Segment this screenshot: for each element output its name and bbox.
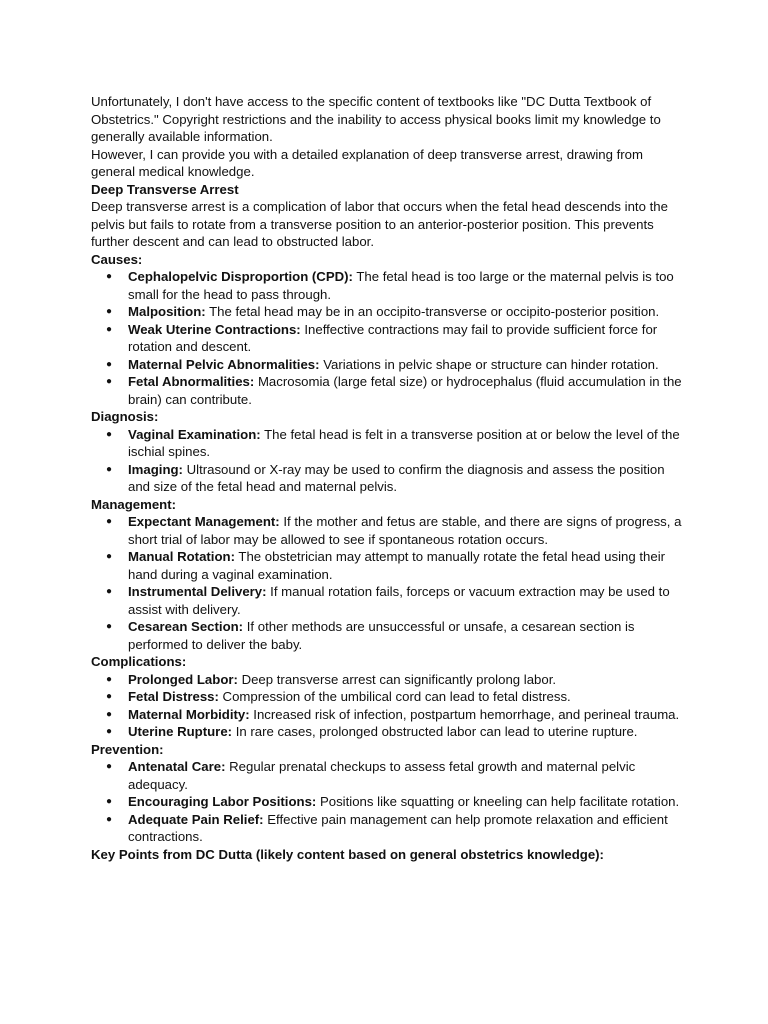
list-item-term: Vaginal Examination:	[128, 426, 261, 442]
bullet-list	[91, 426, 683, 496]
list-item-text: In rare cases, prolonged obstructed labor can lead to uterine rupture.	[232, 724, 638, 739]
bullet-icon: ●	[106, 271, 113, 282]
bullet-icon: ●	[106, 516, 113, 527]
list-item	[91, 811, 683, 846]
list-item-term: Imaging:	[128, 461, 183, 477]
list-item-text: Ineffective contractions may fail to provide sufficient force for rotation and descent.	[128, 321, 658, 354]
list-item-text: Deep transverse arrest can significantly prolong labor.	[237, 671, 557, 687]
list-item	[91, 461, 683, 496]
key-points-heading: Key Points from DC Dutta (likely content based on general obstetrics knowledge):	[91, 846, 604, 862]
list-item	[91, 373, 683, 408]
list-item	[91, 618, 683, 653]
list-item-text: If the mother and fetus are stable, and there are signs of progress, a short trial of labor may be allowed to see if spontaneous rotation occurs.	[128, 514, 682, 547]
list-item	[91, 548, 683, 583]
bullet-icon: ●	[106, 463, 113, 475]
list-item-term: Malposition:	[128, 304, 206, 319]
list-item	[91, 268, 683, 303]
document-page	[91, 93, 683, 863]
list-item	[91, 356, 683, 374]
bullet-icon: ●	[106, 796, 113, 807]
bullet-icon: ●	[106, 761, 113, 772]
bullet-icon: ●	[106, 323, 113, 335]
list-item-term: Maternal Pelvic Abnormalities:	[128, 356, 320, 372]
intro-paragraph-1: Unfortunately, I don't have access to the specific content of textbooks like "DC Dutta Textbook of Obstetrics." Copyright restrictions and the inability to access physical books limit my knowledge to generally available information.	[91, 94, 661, 144]
bullet-list	[91, 513, 683, 653]
bullet-icon: ●	[106, 306, 113, 317]
bullet-icon: ●	[106, 586, 113, 597]
section-heading: Diagnosis:	[91, 409, 159, 424]
bullet-list	[91, 671, 683, 741]
bullet-icon: ●	[106, 813, 113, 825]
list-item-text: Macrosomia (large fetal size) or hydrocephalus (fluid accumulation in the brain) can contribute.	[128, 374, 682, 407]
list-item-term: Maternal Morbidity:	[128, 706, 250, 722]
list-item-term: Fetal Abnormalities:	[128, 374, 255, 389]
bullet-icon: ●	[106, 673, 113, 685]
list-item	[91, 426, 683, 461]
section-heading: Prevention:	[91, 741, 164, 757]
list-item-text: The fetal head may be in an occipito-transverse or occipito-posterior position.	[205, 304, 660, 319]
list-item-term: Instrumental Delivery:	[128, 584, 267, 599]
list-item	[91, 303, 683, 321]
list-item-term: Adequate Pain Relief:	[128, 811, 264, 827]
list-item-term: Manual Rotation:	[128, 549, 235, 564]
list-item-term: Cephalopelvic Disproportion (CPD):	[128, 269, 353, 284]
list-item	[91, 688, 683, 706]
list-item-text: If manual rotation fails, forceps or vacuum extraction may be used to assist with delivery.	[128, 584, 670, 617]
section-heading: Causes:	[91, 251, 143, 267]
list-item-term: Weak Uterine Contractions:	[128, 321, 301, 337]
bullet-icon: ●	[106, 726, 113, 737]
list-item-text: Regular prenatal checkups to assess fetal growth and maternal pelvic adequacy.	[128, 759, 636, 792]
list-item-term: Fetal Distress:	[128, 689, 219, 704]
bullet-list	[91, 268, 683, 408]
bullet-icon: ●	[106, 691, 113, 702]
list-item-term: Cesarean Section:	[128, 619, 244, 634]
list-item-term: Antenatal Care:	[128, 759, 226, 774]
bullet-icon: ●	[106, 551, 113, 562]
list-item-text: Variations in pelvic shape or structure can hinder rotation.	[319, 356, 659, 372]
section-heading: Complications:	[91, 654, 187, 669]
list-item	[91, 723, 683, 741]
list-item	[91, 758, 683, 793]
section-heading: Management:	[91, 496, 176, 512]
list-item-text: If other methods are unsuccessful or unsafe, a cesarean section is performed to deliver the baby.	[128, 619, 635, 652]
bullet-icon: ●	[106, 621, 113, 632]
list-item-term: Encouraging Labor Positions:	[128, 794, 317, 809]
list-item-term: Uterine Rupture:	[128, 724, 233, 739]
bullet-icon: ●	[106, 376, 113, 387]
list-item-term: Expectant Management:	[128, 514, 280, 529]
list-item	[91, 583, 683, 618]
list-item	[91, 513, 683, 548]
list-item-text: The fetal head is felt in a transverse position at or below the level of the ischial spines.	[128, 426, 680, 459]
list-item	[91, 321, 683, 356]
list-item-text: Positions like squatting or kneeling can help facilitate rotation.	[316, 794, 680, 809]
list-item	[91, 671, 683, 689]
document-title: Deep Transverse Arrest	[91, 181, 239, 197]
sections-container	[91, 251, 683, 846]
list-item-text: The obstetrician may attempt to manually rotate the fetal head using their hand during a vaginal examination.	[128, 549, 666, 582]
bullet-icon: ●	[106, 428, 113, 440]
bullet-icon: ●	[106, 358, 113, 370]
list-item-text: Compression of the umbilical cord can lead to fetal distress.	[218, 689, 571, 704]
list-item-term: Prolonged Labor:	[128, 671, 238, 687]
list-item	[91, 706, 683, 724]
list-item-text: The fetal head is too large or the maternal pelvis is too small for the head to pass through.	[128, 269, 674, 302]
list-item-text: Effective pain management can help promote relaxation and efficient contractions.	[128, 811, 668, 844]
bullet-list	[91, 758, 683, 846]
list-item	[91, 793, 683, 811]
list-item-text: Ultrasound or X-ray may be used to confirm the diagnosis and assess the position and size of the fetal head and maternal pelvis.	[128, 461, 665, 494]
list-item-text: Increased risk of infection, postpartum hemorrhage, and perineal trauma.	[249, 706, 680, 722]
bullet-icon: ●	[106, 708, 113, 720]
definition-paragraph: Deep transverse arrest is a complication of labor that occurs when the fetal head descends into the pelvis but fails to rotate from a transverse position to an anterior-posterior position. This prevents further descent and can lead to obstructed labor.	[91, 199, 668, 249]
intro-paragraph-2: However, I can provide you with a detailed explanation of deep transverse arrest, drawing from general medical knowledge.	[91, 146, 643, 179]
